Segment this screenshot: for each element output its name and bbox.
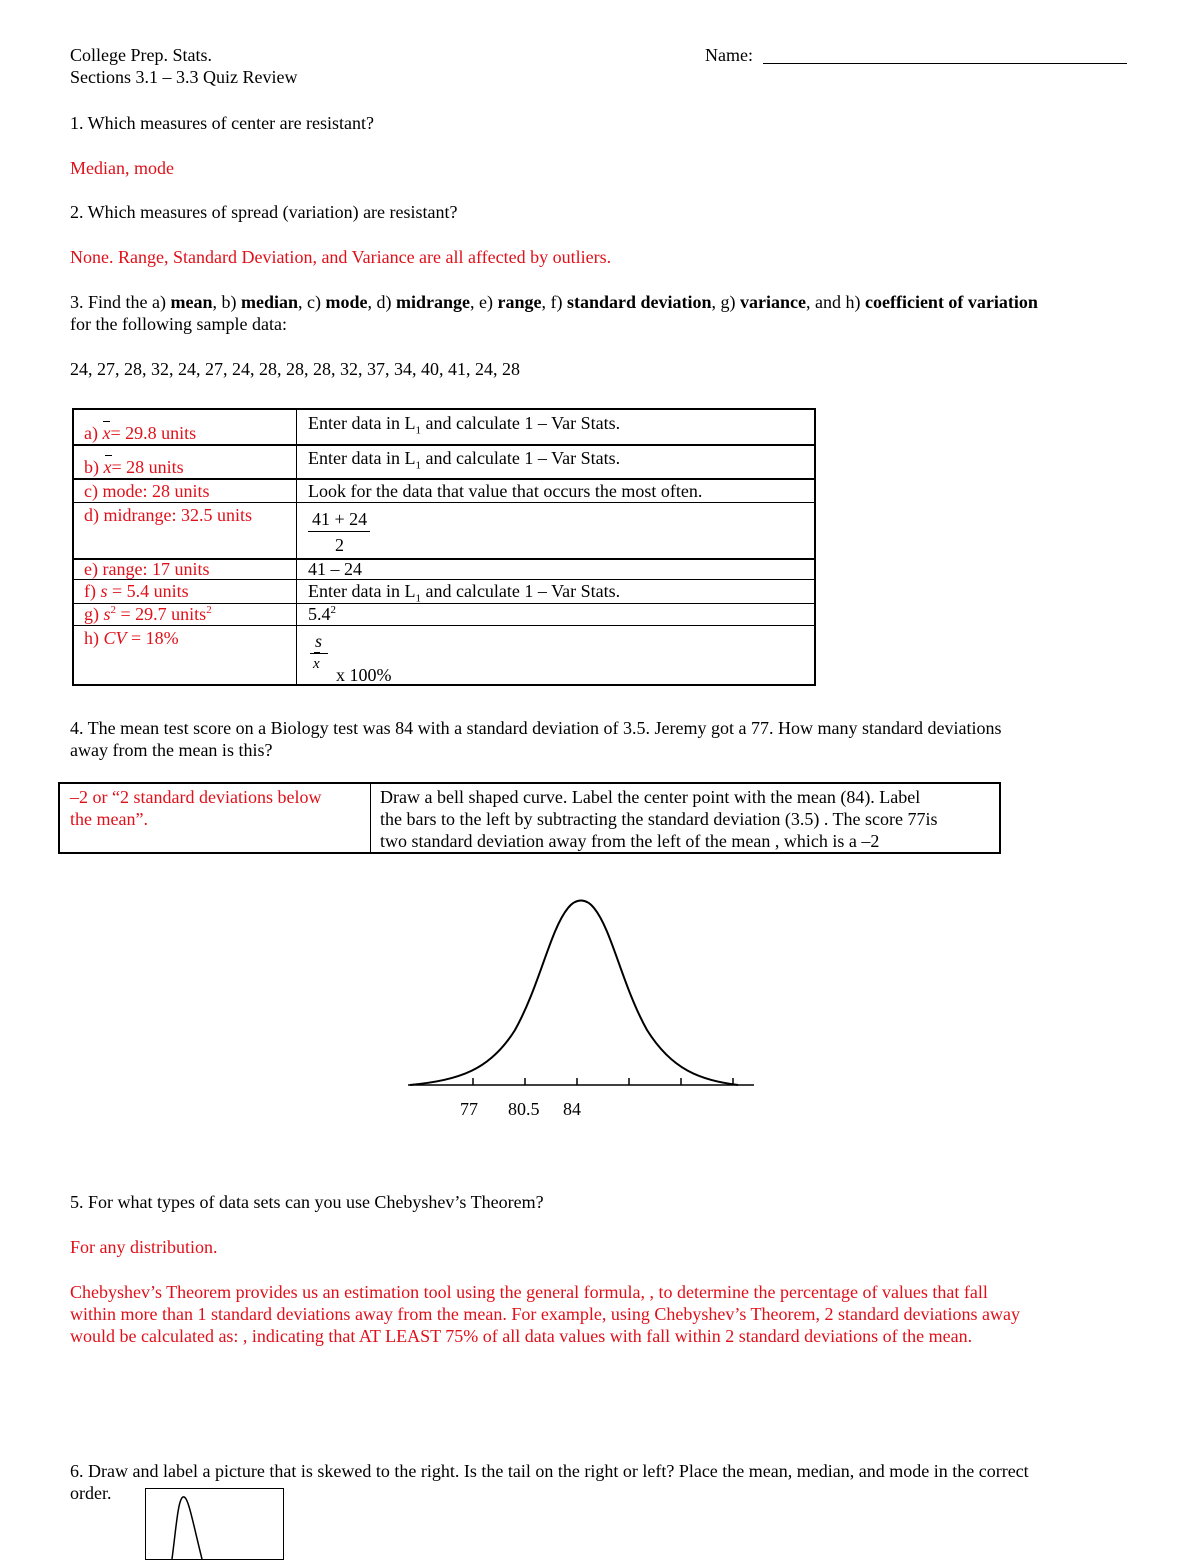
- q3-prompt-part: , g): [711, 292, 741, 312]
- q3-prompt-term: median: [241, 292, 299, 312]
- method-mode: Look for the data that value that occurs the most often.: [308, 481, 703, 501]
- q4-question-line1: 4. The mean test score on a Biology test was 84 with a standard deviation of 3.5. Jeremy got a 77. How many standard deviations: [70, 718, 1002, 738]
- cv-multiplier: x 100%: [336, 665, 392, 685]
- q3-prompt-part: , b): [212, 292, 241, 312]
- q3-prompt-part: 3. Find the a): [70, 292, 171, 312]
- q6-question-line2: order.: [70, 1483, 112, 1503]
- q4-explain-line2: the bars to the left by subtracting the standard deviation (3.5) . The score 77is: [380, 809, 938, 829]
- q3-prompt: [70, 291, 1038, 313]
- name-input-line[interactable]: [763, 63, 1127, 64]
- x-bar-symbol: x: [102, 423, 111, 443]
- q2-question: 2. Which measures of spread (variation) are resistant?: [70, 202, 458, 222]
- q3-prompt-term: coefficient of variation: [864, 292, 1038, 312]
- q3-prompt-part: , f): [541, 292, 567, 312]
- answer-mean: a) x= 29.8 units: [84, 423, 197, 443]
- q3-prompt-term: mode: [325, 292, 368, 312]
- answer-std-dev: f) s = 5.4 units: [84, 581, 189, 601]
- q2-answer: None. Range, Standard Deviation, and Variance are all affected by outliers.: [70, 247, 612, 267]
- midrange-numerator: 41 + 24: [312, 509, 368, 529]
- name-label: Name:: [705, 45, 753, 65]
- curve-label-80-5: 80.5: [508, 1099, 540, 1119]
- q3-answer-table: [72, 408, 816, 686]
- x-tilde-symbol: x: [103, 457, 112, 477]
- method-std-dev: Enter data in $L_1$ and calculate 1 – Var Stats.: [308, 581, 621, 605]
- q3-prompt-term: midrange: [396, 292, 470, 312]
- q3-prompt-line2: for the following sample data:: [70, 314, 287, 334]
- course-title: College Prep. Stats.: [70, 45, 212, 65]
- skewed-drawing-box: [145, 1488, 284, 1560]
- answer-median: b) x= 28 units: [84, 457, 184, 477]
- q4-answer-table: [58, 782, 1001, 854]
- answer-variance: g) $s^2 = 29.7$ units$^2$: [84, 604, 212, 624]
- q1-question: 1. Which measures of center are resistant?: [70, 113, 375, 133]
- skewed-curve-figure: [146, 1489, 283, 1559]
- q3-prompt-term: mean: [170, 292, 213, 312]
- q5-explain-line3: would be calculated as: , indicating that AT LEAST 75% of all data values with fall within 2 standard deviations of the mean.: [70, 1326, 973, 1346]
- curve-label-77: 77: [460, 1099, 478, 1119]
- q3-prompt-part: , and h): [806, 292, 865, 312]
- q5-answer: For any distribution.: [70, 1237, 218, 1257]
- q4-explain-line3: two standard deviation away from the left of the mean , which is a –2: [380, 831, 880, 851]
- q6-question-line1: 6. Draw and label a picture that is skewed to the right. Is the tail on the right or left? Place the mean, median, and mode in the correct: [70, 1461, 1029, 1481]
- q3-prompt-part: , e): [470, 292, 498, 312]
- bell-curve-figure: [400, 890, 770, 1140]
- q4-explain-line1: Draw a bell shaped curve. Label the center point with the mean (84). Label: [380, 787, 921, 807]
- q3-sample-data: 24, 27, 28, 32, 24, 27, 24, 28, 28, 28, 32, 37, 34, 40, 41, 24, 28: [70, 359, 520, 379]
- q5-explain-line1: Chebyshev’s Theorem provides us an estimation tool using the general formula, , to determine the percentage of values that fall: [70, 1282, 988, 1302]
- method-mean: Enter data in $L_1$ and calculate 1 – Var Stats.: [308, 413, 621, 437]
- method-variance: $5.4^2$: [308, 604, 336, 624]
- bell-curve: [410, 901, 738, 1086]
- q4-answer-line1: –2 or “2 standard deviations below: [70, 787, 322, 807]
- answer-range: e) range: 17 units: [84, 559, 210, 579]
- answer-midrange: d) midrange: 32.5 units: [84, 505, 252, 525]
- q3-prompt-part: , d): [367, 292, 396, 312]
- q4-answer-line2: the mean”.: [70, 809, 148, 829]
- q3-prompt-part: , c): [298, 292, 326, 312]
- midrange-fraction-bar: [308, 531, 370, 532]
- q1-answer: Median, mode: [70, 158, 174, 178]
- answer-mode: c) mode: 28 units: [84, 481, 210, 501]
- method-range: 41 – 24: [308, 559, 362, 579]
- cv-numerator: s: [315, 631, 323, 651]
- q5-question: 5. For what types of data sets can you use Chebyshev’s Theorem?: [70, 1192, 544, 1212]
- q3-prompt-term: variance: [740, 292, 806, 312]
- midrange-denominator: 2: [335, 535, 344, 555]
- cv-denominator: x: [313, 653, 320, 675]
- method-median: Enter data in $L_1$ and calculate 1 – Var Stats.: [308, 448, 621, 472]
- q3-prompt-term: standard deviation: [566, 292, 712, 312]
- answer-cv: h) CV = 18%: [84, 628, 179, 648]
- q3-prompt-term: range: [497, 292, 542, 312]
- q4-question-line2: away from the mean is this?: [70, 740, 273, 760]
- sections-title: Sections 3.1 – 3.3 Quiz Review: [70, 67, 298, 87]
- q5-explain-line2: within more than 1 standard deviations away from the mean. For example, using Chebyshev’s Theorem, 2 standard deviations away: [70, 1304, 1020, 1324]
- curve-label-84: 84: [563, 1099, 581, 1119]
